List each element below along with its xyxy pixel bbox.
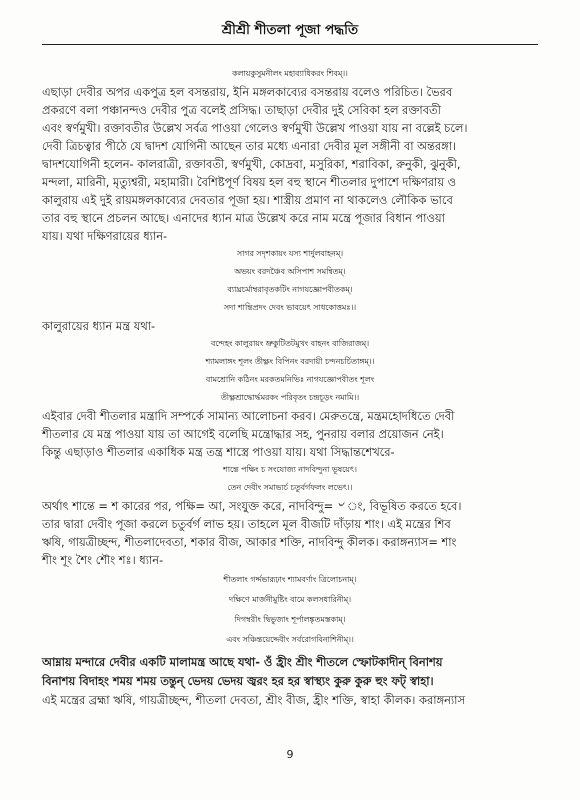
verse-line: এবং সঞ্চিন্তয়েদ্দেবীং সর্বরোগবিনাশিনীম্।। — [226, 635, 354, 644]
paragraph-line: কালুরায় এই দুই রায়মঙ্গলকাব্যের দেবতার পূজা হয়। শাস্ত্রীয় প্রমাণ না থাকলেও লৌকিক ভাবে — [42, 193, 453, 207]
paragraph-line: তার দ্বারা দেবীং পূজা করলে চতুর্বর্গ লাভ হয়। তাহলে মূল বীজটি দাঁড়ায় শাং। এই মন্ত্রের শিব — [42, 517, 451, 531]
paragraph-line: অর্থাৎ শান্তে = শ কারের পর, পক্ষি= আ, সংযুক্ত করে, নাদবিন্দু= ৺ ং, বিভূষিত করতে হবে। — [42, 499, 462, 513]
paragraph-line: যায়। যথা দক্ষিণরায়ের ধ্যান- — [42, 229, 168, 243]
verse-line: সদা শান্তিপ্রদং দেবং ভাবয়েৎ সাধকোত্তমঃ।। — [223, 303, 357, 312]
running-head: শ্রীশ্রী শীতলা পূজা পদ্ধতি — [221, 22, 359, 38]
verse-line: বামশ্রোনি কঠিনং মরকতমনিভিঃ নাগযজ্ঞোপবীতং শূলং — [205, 375, 375, 384]
verse-line: শ্যামলাঙ্গং শূলং তীক্ষ্ণং বিপিনং বরদায়ী চন্দনচর্চিতাঙ্গম্।। — [205, 357, 375, 366]
verse-line: অভয়ং বরদঞ্চৈব অসিপাশ সমন্বিতম্। — [234, 267, 346, 276]
paragraph-line: দেবী ত্রিচত্বার পীঠে যে দ্বাদশ যোগিনী আছেন তার মধ্যে এনারা দেবীর মূল সঙ্গীনী বা অন্তরঙ্গা। — [42, 139, 457, 153]
verse-line: কলায়কুসুমনীলং মহাব্যাধিকরং শিবম্।। — [232, 69, 348, 78]
paragraph-line: শীতলার যে মন্ত্র পাওয়া যায় তা আগেই বলেছি মন্ত্রোদ্ধার সহ, পুনরায় বলার প্রয়োজন নেই। — [42, 427, 444, 441]
verse-line: তীক্ষ্ণশ্রাদ্ধোর্দ্ধমরকং পরিবৃতং চন্দ্রচূড়ং নমামি।। — [220, 393, 360, 402]
paragraph-line: তার বহু স্থানে প্রচলন আছে। এনাদের ধ্যান মাত্র উল্লেখ করে নাম মন্ত্রে পূজার বিধান পাওয়া — [42, 211, 445, 225]
paragraph-line: এছাড়া দেবীর অপর একপুত্র হল বসন্তরায়, ইনি মঙ্গলকাব্যের বসন্তরায় বলেও পরিচিত। ভৈরব — [42, 85, 453, 99]
verse-line: ব্যাঘ্রচর্মাম্বরাবৃতকটিং নাগযজ্ঞোপবীতকম্। — [227, 285, 353, 294]
paragraph-line: এইবার দেবী শীতলার মন্ত্রাদি সম্পর্কে সামান্য আলোচনা করব। মেরুতন্ত্রে, মন্ত্রমহোদধিতে দেবী — [42, 409, 455, 423]
paragraph-line: প্রকরণে বলা পঞ্চানন্দও দেবীর পুত্র বলেই প্রসিদ্ধ। তাছাড়া দেবীর দুই সেবিকা হল রক্তাবতী — [42, 103, 441, 117]
page-number: 9 — [286, 748, 294, 761]
paragraph-line: মন্দলা, মারিনী, মৃত্যুশ্বরী, মহামারী। বৈশিষ্টপূর্ণ বিষয় হল বহু স্থানে শীতলার দুপাশে দক্ষিণরায় ও — [42, 175, 457, 189]
paragraph-line: দ্বাদশযোগিনী হলেন- কালরাত্রী, রক্তাবতী, স্বর্ণমুখী, কোদ্রবা, মসুরিকা, শরাবিকা, রুনুকী, ঝুনুকী, — [42, 157, 461, 171]
paragraph-line: কালুরায়ের ধ্যান মন্ত্র যথা- — [42, 319, 156, 333]
paragraph-line: আম্নায় মন্দারে দেবীর একটি মালামন্ত্র আছে যথা- ওঁ হ্রীং শ্রীং শীতলে স্ফোটকাদীন্ বিনাশয় — [42, 655, 443, 669]
verse-line: দক্ষিণে মার্জনীমুষ্টিং বামে কলসধারিনীম্। — [228, 595, 352, 604]
verse-line: শান্তে পক্ষিং চ সংযোজ্য নাদবিন্দুনা ভূষয়েৎ। — [223, 465, 357, 474]
paragraph-line: বিনাশয় বিদাহং শময় শময় তন্তুন্ ভেদয় ভেদয় জ্বরং হর হর স্বাস্থ্যং কুরু কুরু হুং ফট্ স্বাহা। — [42, 674, 434, 688]
verse-line: বন্দেহং কালুরায়ং ভ্রুকুটিতটমুখং বাহনং বাজিরাজম্। — [210, 339, 370, 348]
paragraph-line: এই মন্ত্রের ব্রহ্মা ঋষি, গায়ত্রীচ্ছন্দ, শীতলা দেবতা, শ্রীং বীজ, হ্রীং শক্তি, স্বাহা কীলক। করাঙ্গন্যাস — [42, 693, 465, 707]
verse-line: শীতলাং গর্দ্দভারূঢ়াং শ্যামবর্ণাং ত্রিলোচনাম্। — [223, 575, 357, 584]
verse-line: দিগম্বরীং দ্বিভুজাং শূর্পালঙ্কৃতমস্তকাম্। — [234, 615, 346, 624]
header-rule — [42, 44, 538, 45]
verse-line: তেন দেবীং সমাভ্যর্চ চতুর্বর্গফলং লভেৎ।। — [227, 483, 353, 492]
paragraph-line: কিন্তু এছাড়াও শীতলার একাধিক মন্ত্র তন্ত্র শাস্ত্রে পাওয়া যায়। যথা সিদ্ধান্তশেখরে- — [42, 445, 395, 459]
paragraph-line: এবং স্বর্ণমুখী। রক্তাবতীর উল্লেখ সর্বত্র পাওয়া গেলেও স্বর্ণমুখী উল্লেখ পাওয়া যায় না বল্লেই চলে। — [42, 121, 468, 135]
paragraph-line: ঋষি, গায়ত্রীচ্ছন্দ, শীতলাদেবতা, শকার বীজ, আকার শক্তি, নাদবিন্দু কীলক। করাঙ্গন্যাস= শাং — [42, 535, 457, 549]
verse-line: সাগর সদৃশকায়ং যস্য শার্দুলবাহনম্। — [236, 249, 344, 258]
paragraph-line: শীং শূং শৈং শৌং শঃ। ধ্যান- — [42, 553, 164, 567]
